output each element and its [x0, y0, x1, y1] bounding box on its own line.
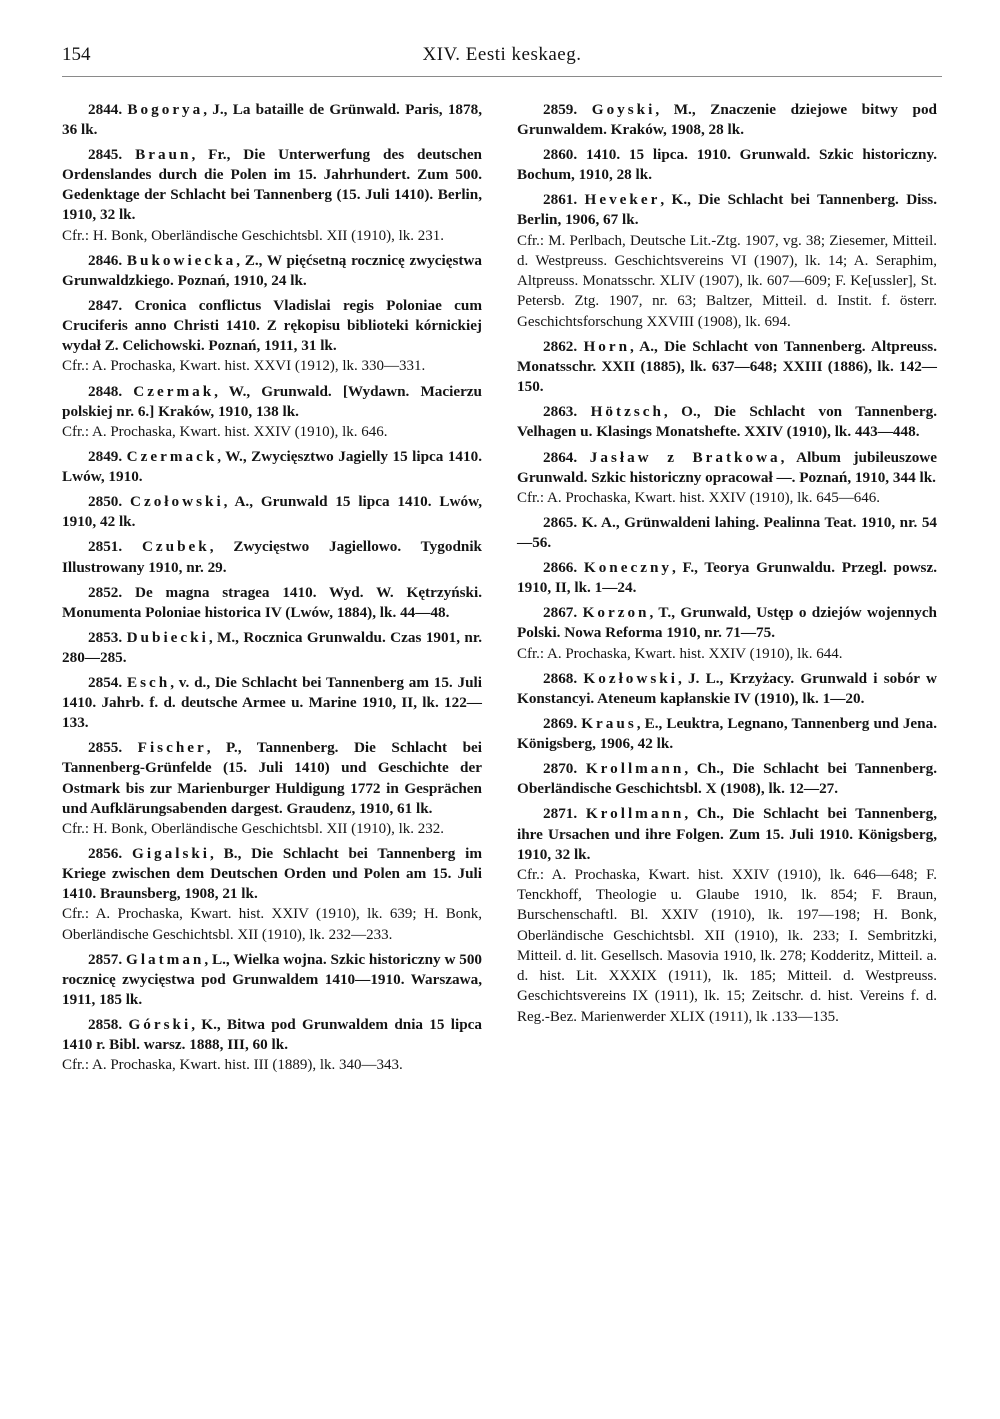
entry-author: Fischer	[137, 739, 207, 757]
entry-citation	[62, 145, 482, 225]
entry-author: Glatman	[126, 950, 205, 968]
entry-citation	[62, 447, 482, 487]
entry-number: 2844.	[88, 101, 123, 118]
entry-citation	[517, 558, 937, 598]
entry-citation	[517, 100, 937, 140]
entry-cfr-note: Cfr.: H. Bonk, Oberländische Geschichtsbl. XII (1910), lk. 232.	[62, 820, 445, 837]
entry-text: , L., Wielka wojna. Szkic historiczny w 500 rocznicę zwycięstwa pod Grunwaldem 1410—1910. Warszawa, 1911, 185 lk.	[62, 950, 483, 1009]
entry-number: 2857.	[88, 950, 123, 968]
entry-text: 1410. 15 lipca. 1910. Grunwald. Szkic historiczny. Bochum, 1910, 28 lk.	[517, 146, 937, 184]
entry-text: , J. L., Krzyżacy. Grunwald i sobór w Konstancyi. Ateneum kapłanskie IV (1910), lk. 1—20.	[517, 669, 937, 707]
entry-author: Goyski	[591, 101, 656, 118]
bibliography-entry	[517, 513, 937, 553]
entry-author: Korzon	[582, 604, 650, 622]
entry-text: , Ch., Die Schlacht bei Tannenberg. Oberländische Geschichtsbl. X (1908), lk. 12—27.	[517, 760, 937, 798]
bibliography-entry	[517, 100, 937, 140]
entry-number: 2861.	[543, 191, 578, 209]
bibliography-entry	[62, 100, 482, 140]
entry-number: 2858.	[88, 1016, 123, 1034]
entry-citation	[62, 950, 482, 1010]
entry-citation	[62, 738, 482, 818]
entry-author: Jasław z Bratkowa	[589, 448, 781, 466]
entry-author: Kraus	[581, 715, 637, 733]
bibliography-entry	[517, 669, 937, 709]
entry-number: 2866.	[543, 559, 578, 577]
entry-text: , M., Rocznica Grunwaldu. Czas 1901, nr. 280—285.	[62, 628, 482, 666]
entry-author: Koneczny	[583, 559, 672, 577]
entry-citation	[517, 759, 937, 799]
entry-number: 2853.	[88, 628, 123, 646]
entry-author: Dubiecki	[126, 628, 209, 646]
bibliography-entry	[517, 337, 937, 397]
entry-number: 2863.	[543, 403, 578, 421]
entry-text: , K., Bitwa pod Grunwaldem dnia 15 lipca 1410 r. Bibl. warsz. 1888, III, 60 lk.	[62, 1016, 482, 1054]
entry-number: 2868.	[543, 669, 578, 687]
entry-citation	[62, 251, 482, 291]
running-title: XIV. Eesti keskaeg.	[422, 44, 582, 65]
entry-text: , W., Grunwald. [Wydawn. Macierzu polskiej nr. 6.] Kraków, 1910, 138 lk.	[62, 382, 482, 420]
bibliography-entry	[517, 448, 937, 508]
entry-citation	[62, 382, 482, 422]
bibliography-entry	[62, 950, 482, 1010]
entry-number: 2867.	[543, 604, 578, 622]
bibliography-entry	[62, 145, 482, 246]
entry-text: , Zwycięstwo Jagiellowo. Tygodnik Illustrowany 1910, nr. 29.	[62, 538, 483, 576]
entry-text: , K., Die Schlacht bei Tannenberg. Diss. Berlin, 1906, 67 lk.	[517, 191, 937, 229]
entry-text: , A., Die Schlacht von Tannenberg. Altpreuss. Monatsschr. XXII (1885), lk. 637—648; XXIII (1886), lk. 142—150.	[517, 338, 937, 396]
entry-citation	[517, 603, 937, 643]
bibliography-entry	[517, 759, 937, 799]
entry-author: Heveker	[584, 191, 661, 209]
entry-author: Czołowski	[130, 493, 224, 511]
entry-number: 2851.	[88, 538, 123, 556]
entry-text: , O., Die Schlacht von Tannenberg. Velhagen u. Klasings Monatshefte. XXIV (1910), lk. 443—448.	[517, 403, 937, 441]
entry-cfr-note: Cfr.: H. Bonk, Oberländische Geschichtsbl. XII (1910), lk. 231.	[62, 227, 445, 244]
entry-number: 2849.	[88, 448, 123, 466]
entry-citation	[62, 100, 482, 140]
entry-cfr-note: Cfr.: A. Prochaska, Kwart. hist. XXIV (1910), lk. 646.	[62, 423, 388, 440]
entry-number: 2864.	[543, 448, 578, 466]
bibliography-entry	[517, 603, 937, 663]
bibliography-entry	[517, 190, 937, 332]
page-number: 154	[62, 44, 91, 65]
entry-number: 2860.	[543, 146, 578, 164]
entry-number: 2870.	[543, 760, 578, 778]
bibliography-entry	[62, 583, 482, 623]
entry-number: 2846.	[88, 251, 123, 269]
entry-cfr-note: Cfr.: A. Prochaska, Kwart. hist. XXIV (1910), lk. 646—648; F. Tenckhoff, Theologie u. Glaube 1910, lk. 854; F. Braun, Burschenschaftl. Bl. XXIV (1910), lk. 197—198; H. Bonk, Oberländische Geschichtsbl. XII (1910), lk. 233; I. Sembritzki, Mitteil. d. lit. Gesellsch. Masovia 1910, lk. 278; Kodderitz, Mitteil. a. d. hist. Lit. XXXIX (1911), lk. 185; Mitteil. d. Westpreuss. Geschichtsvereins IX (1911), lk. 15; Zeitschr. d. hist. Vereins f. d. Reg.-Bez. Marienwerder XLIX (1911), lk .133—135.	[517, 866, 937, 1025]
bibliography-entry	[517, 804, 937, 1027]
entry-author: Esch	[126, 674, 171, 692]
entry-number: 2856.	[88, 845, 123, 862]
entry-author: Hötzsch	[590, 403, 664, 421]
entry-text: Cronica conflictus Vladislai regis Poloniae cum Cruciferis anno Christi 1410. Z rękopisu biblioteki kórnickiej wydał Z. Celichowski. Poznań, 1911, 31 lk.	[62, 297, 482, 355]
entry-number: 2848.	[88, 382, 123, 400]
entry-number: 2865.	[543, 514, 578, 531]
entry-cfr-note: Cfr.: M. Perlbach, Deutsche Lit.-Ztg. 1907, vg. 38; Ziesemer, Mitteil. d. Westpreuss. Geschichtsvereins VI (1907), lk. 14; A. Seraphim, Altpreuss. Monatsschr. XLIV (1907), lk. 607—609; F. Ke[ussler], St. Petersb. Ztg. 1907, nr. 63; Baltzer, Mitteil. d. Instit. f. österr. Geschichtsforschung XXVIII (1908), lk. 694.	[517, 232, 937, 330]
entry-citation	[517, 804, 937, 864]
bibliography-entry	[517, 145, 937, 185]
entry-text: , P., Tannenberg. Die Schlacht bei Tannenberg-Grünfelde (15. Juli 1410) und Geschichte der Ostmark bis zur Marienburger Huldigung 1772 in Gesprächen und Aufklärungsabenden dargest. Graudenz, 1910, 61 lk.	[62, 739, 482, 817]
entry-text: , Z., W pięćsetną rocznicę zwycięstwa Grunwaldzkiego. Poznań, 1910, 24 lk.	[62, 251, 482, 289]
entry-citation	[62, 673, 482, 733]
bibliography-entry	[62, 1015, 482, 1075]
entry-author: Bukowiecka	[126, 251, 237, 269]
bibliography-entry	[62, 628, 482, 668]
bibliography-entry	[62, 296, 482, 377]
entry-author: Czubek	[141, 538, 210, 556]
entry-citation	[517, 669, 937, 709]
entry-citation	[517, 402, 937, 442]
entry-cfr-note: Cfr.: A. Prochaska, Kwart. hist. XXIV (1910), lk. 644.	[517, 645, 843, 662]
entry-author: Czermack	[126, 448, 218, 466]
entry-text: , Fr., Die Unterwerfung des deutschen Ordenslandes durch die Polen im 15. Jahrhundert. Zum 500. Gedenktage der Schlacht bei Tannenberg (15. Juli 1410). Berlin, 1910, 32 lk.	[62, 146, 483, 224]
entry-number: 2854.	[88, 674, 123, 692]
bibliography-entry	[62, 537, 482, 577]
entry-text: , T., Grunwald, Ustęp o dziejów wojennych Polski. Nowa Reforma 1910, nr. 71—75.	[517, 604, 938, 642]
bibliography-entry	[62, 673, 482, 733]
right-column	[517, 100, 937, 1032]
entry-author: Gigalski	[132, 845, 211, 862]
entry-text: , v. d., Die Schlacht bei Tannenberg am 15. Juli 1410. Jahrb. f. d. deutsche Armee u. Marine 1910, II, lk. 122—133.	[62, 674, 482, 732]
entry-number: 2869.	[543, 715, 578, 733]
entry-author: Kozłowski	[583, 669, 678, 687]
entry-number: 2847.	[88, 297, 123, 315]
entry-citation	[62, 296, 482, 356]
entry-citation	[517, 513, 937, 553]
bibliography-entry	[62, 492, 482, 532]
entry-text: , Ch., Die Schlacht bei Tannenberg, ihre Ursachen und ihre Folgen. Zum 15. Juli 1910. Königsberg, 1910, 32 lk.	[517, 805, 937, 863]
entry-author: Czermak	[133, 382, 215, 400]
bibliography-entry	[517, 558, 937, 598]
bibliography-entry	[517, 714, 937, 754]
entry-author: Krollmann	[585, 805, 685, 823]
entry-text: , J., La bataille de Grünwald. Paris, 1878, 36 lk.	[62, 101, 483, 139]
entry-text: , E., Leuktra, Legnano, Tannenberg und Jena. Königsberg, 1906, 42 lk.	[517, 715, 937, 753]
left-column	[62, 100, 482, 1081]
entry-text: , B., Die Schlacht bei Tannenberg im Kriege zwischen dem Deutschen Orden und Polen am 15. Juli 1410. Braunsberg, 1908, 21 lk.	[62, 845, 483, 903]
entry-citation	[62, 583, 482, 623]
bibliography-entry	[62, 844, 482, 945]
entry-text: De magna stragea 1410. Wyd. W. Kętrzyński. Monumenta Poloniae historica IV (Lwów, 1884), lk. 44—48.	[62, 583, 483, 621]
entry-number: 2852.	[88, 583, 123, 601]
entry-author: Krollmann	[585, 760, 685, 778]
entry-number: 2871.	[543, 805, 578, 823]
entry-citation	[62, 844, 482, 904]
page-header	[62, 44, 942, 77]
entry-citation	[517, 448, 937, 488]
entry-citation	[62, 1015, 482, 1055]
entry-citation	[517, 145, 937, 185]
entry-author: Horn	[583, 338, 631, 356]
entry-cfr-note: Cfr.: A. Prochaska, Kwart. hist. XXVI (1912), lk. 330—331.	[62, 358, 426, 375]
bibliography-entry	[62, 447, 482, 487]
entry-number: 2845.	[88, 146, 123, 164]
entry-cfr-note: Cfr.: A. Prochaska, Kwart. hist. XXIV (1910), lk. 639; H. Bonk, Oberländische Geschichtsbl. XII (1910), lk. 232—233.	[62, 906, 482, 943]
entry-number: 2850.	[88, 493, 123, 511]
entry-text: , F., Teorya Grunwaldu. Przegl. powsz. 1910, II, lk. 1—24.	[517, 559, 937, 597]
entry-citation	[62, 537, 482, 577]
entry-citation	[517, 714, 937, 754]
entry-number: 2859.	[543, 101, 578, 118]
entry-author: Bogorya	[127, 101, 204, 118]
entry-number: 2855.	[88, 739, 123, 757]
entry-citation	[62, 628, 482, 668]
entry-citation	[517, 337, 937, 397]
entry-cfr-note: Cfr.: A. Prochaska, Kwart. hist. III (1889), lk. 340—343.	[62, 1057, 403, 1074]
entry-citation	[62, 492, 482, 532]
entry-text: , W., Zwycięsztwo Jagielly 15 lipca 1410. Lwów, 1910.	[62, 448, 482, 486]
bibliography-entry	[62, 382, 482, 442]
entry-text: , A., Grunwald 15 lipca 1410. Lwów, 1910, 42 lk.	[62, 493, 482, 531]
entry-number: 2862.	[543, 338, 578, 356]
entry-citation	[517, 190, 937, 230]
entry-text: K. A., Grünwaldeni lahing. Pealinna Teat. 1910, nr. 54—56.	[517, 514, 938, 552]
entry-author: Braun	[135, 146, 192, 164]
bibliography-entry	[62, 251, 482, 291]
entry-text: , Album jubileuszowe Grunwald. Szkic historiczny opracował —. Poznań, 1910, 344 lk.	[517, 448, 937, 486]
entry-author: Górski	[128, 1016, 192, 1034]
bibliography-entry	[517, 402, 937, 442]
bibliography-entry	[62, 738, 482, 839]
entry-text: , M., Znaczenie dziejowe bitwy pod Grunwaldem. Kraków, 1908, 28 lk.	[517, 101, 937, 139]
entry-cfr-note: Cfr.: A. Prochaska, Kwart. hist. XXIV (1910), lk. 645—646.	[517, 489, 881, 506]
